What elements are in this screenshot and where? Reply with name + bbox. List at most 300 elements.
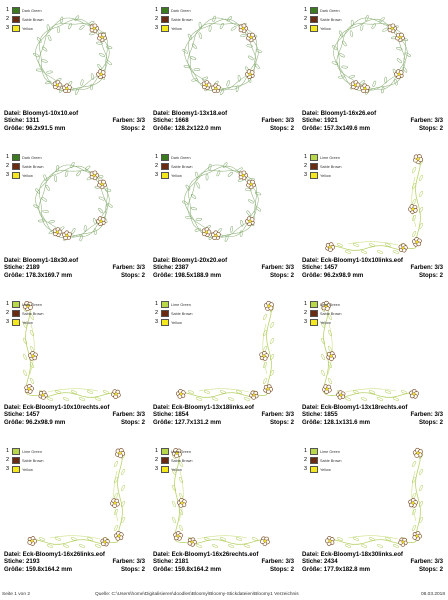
thread-name: Yellow: [320, 27, 331, 31]
flower-motif: [412, 237, 421, 246]
flower-motif: [98, 33, 107, 42]
stitch-label: Stiche:: [302, 411, 323, 419]
flower-motif: [409, 498, 418, 507]
flower-motif: [410, 389, 419, 398]
thread-name: Lime Green: [22, 450, 42, 454]
thread-number: 2: [155, 457, 159, 463]
design-info: [302, 110, 443, 132]
size-label: Größe:: [302, 565, 322, 573]
colors-label: Farben:: [112, 264, 135, 272]
file-name: Bloomy1-13x18.eof: [171, 110, 228, 117]
thread-color-row: [6, 154, 66, 163]
flower-motif: [115, 448, 124, 457]
thread-color-row: [304, 163, 364, 172]
design-info: [4, 257, 145, 279]
stops-value: 2: [290, 124, 294, 132]
thread-swatch: [12, 154, 20, 161]
thread-color-row: [155, 172, 215, 181]
stops-value: 2: [141, 565, 145, 573]
design-card: [0, 147, 149, 294]
thread-name: Lime Green: [22, 303, 42, 307]
flower-motif: [239, 24, 248, 33]
thread-name: Sable Brown: [22, 312, 44, 316]
file-label: Datei:: [302, 110, 319, 117]
file-label: Datei:: [302, 551, 319, 558]
stops-value: 2: [290, 565, 294, 573]
colors-value: 3/3: [285, 264, 294, 272]
stitch-count: 1457: [324, 264, 338, 272]
flower-motif: [247, 180, 256, 189]
stops-label: Stops:: [269, 124, 289, 132]
stops-value: 2: [439, 418, 443, 426]
thread-number: 3: [155, 172, 159, 178]
thread-swatch: [161, 25, 169, 32]
stops-value: 2: [141, 124, 145, 132]
thread-name: Dark Green: [22, 9, 42, 13]
thread-number: 1: [155, 154, 159, 160]
file-label: Datei:: [4, 404, 21, 411]
page-number: Seite 1 von 2: [2, 592, 31, 597]
thread-swatch: [12, 25, 20, 32]
thread-name: Yellow: [22, 27, 33, 31]
thread-color-legend: [304, 301, 364, 328]
size-value: 177.9x182.8 mm: [323, 565, 371, 573]
thread-name: Yellow: [171, 321, 182, 325]
design-card: [298, 0, 447, 147]
file-label: Datei:: [4, 110, 21, 117]
stops-label: Stops:: [418, 565, 438, 573]
thread-swatch: [310, 448, 318, 455]
thread-name: Sable Brown: [171, 459, 193, 463]
thread-name: Lime Green: [320, 303, 340, 307]
thread-swatch: [12, 16, 20, 23]
thread-number: 2: [304, 16, 308, 22]
thread-color-row: [155, 448, 215, 457]
flower-motif: [28, 537, 37, 546]
flower-motif: [413, 448, 422, 457]
flower-motif: [211, 231, 220, 240]
file-name: Eck-Bloomy1-16x26links.eof: [22, 551, 105, 558]
size-value: 128.2x122.0 mm: [174, 124, 222, 132]
size-label: Größe:: [153, 124, 173, 132]
stops-value: 2: [439, 271, 443, 279]
flower-motif: [351, 81, 360, 90]
size-label: Größe:: [4, 565, 24, 573]
thread-name: Sable Brown: [320, 459, 342, 463]
thread-name: Yellow: [22, 174, 33, 178]
thread-number: 2: [304, 457, 308, 463]
thread-color-row: [155, 466, 215, 475]
design-info: [153, 110, 294, 132]
thread-swatch: [12, 319, 20, 326]
thread-number: 1: [304, 301, 308, 307]
thread-number: 3: [6, 172, 10, 178]
thread-swatch: [310, 466, 318, 473]
flower-motif: [408, 205, 417, 214]
thread-color-legend: [6, 154, 66, 181]
size-label: Größe:: [4, 271, 24, 279]
thread-color-row: [6, 172, 66, 181]
design-card: [149, 441, 298, 588]
thread-name: Dark Green: [320, 9, 340, 13]
file-name: Eck-Bloomy1-10x10rechts.eof: [22, 404, 110, 411]
stitch-count: 1311: [26, 117, 40, 125]
flower-motif: [62, 231, 71, 240]
stitch-count: 2181: [175, 558, 189, 566]
stitch-label: Stiche:: [153, 117, 174, 125]
thread-name: Yellow: [171, 468, 182, 472]
flower-motif: [388, 24, 397, 33]
stops-value: 2: [290, 418, 294, 426]
thread-color-row: [304, 16, 364, 25]
flower-motif: [114, 531, 123, 540]
thread-color-row: [155, 319, 215, 328]
thread-number: 2: [6, 16, 10, 22]
thread-swatch: [161, 319, 169, 326]
design-info: [302, 404, 443, 426]
thread-color-row: [6, 448, 66, 457]
flower-motif: [98, 180, 107, 189]
colors-value: 3/3: [136, 117, 145, 125]
thread-name: Sable Brown: [320, 312, 342, 316]
thread-swatch: [161, 16, 169, 23]
thread-swatch: [161, 448, 169, 455]
design-info: [302, 551, 443, 573]
size-value: 127.7x131.2 mm: [174, 418, 222, 426]
colors-label: Farben:: [410, 558, 433, 566]
design-card: [0, 294, 149, 441]
flower-motif: [53, 81, 62, 90]
thread-color-legend: [6, 301, 66, 328]
stitch-count: 2193: [26, 558, 40, 566]
thread-number: 3: [155, 25, 159, 31]
flower-motif: [250, 391, 259, 399]
design-info: [153, 551, 294, 573]
thread-number: 3: [155, 466, 159, 472]
thread-name: Yellow: [171, 27, 182, 31]
thread-swatch: [12, 466, 20, 473]
design-card: [298, 147, 447, 294]
thread-color-row: [6, 163, 66, 172]
stitch-label: Stiche:: [4, 264, 25, 272]
size-label: Größe:: [4, 124, 24, 132]
file-name: Bloomy1-18x30.eof: [22, 257, 79, 264]
design-card: [149, 294, 298, 441]
thread-color-row: [6, 457, 66, 466]
thread-number: 2: [155, 310, 159, 316]
flower-motif: [264, 301, 273, 310]
file-name: Eck-Bloomy1-10x10links.eof: [320, 257, 403, 264]
colors-value: 3/3: [136, 411, 145, 419]
stitch-count: 1855: [324, 411, 338, 419]
colors-value: 3/3: [285, 558, 294, 566]
design-info: [153, 257, 294, 279]
thread-swatch: [310, 301, 318, 308]
thread-swatch: [161, 301, 169, 308]
file-label: Datei:: [302, 404, 319, 411]
stitch-count: 2189: [26, 264, 40, 272]
colors-label: Farben:: [410, 117, 433, 125]
design-card: [0, 0, 149, 147]
thread-color-row: [6, 25, 66, 34]
thread-color-row: [304, 310, 364, 319]
thread-swatch: [161, 466, 169, 473]
size-value: 128.1x131.6 mm: [323, 418, 371, 426]
flower-motif: [90, 24, 99, 33]
stops-value: 2: [439, 124, 443, 132]
size-value: 96.2x98.9 mm: [25, 418, 66, 426]
colors-label: Farben:: [261, 264, 284, 272]
thread-swatch: [12, 7, 20, 14]
thread-swatch: [161, 7, 169, 14]
size-label: Größe:: [153, 271, 173, 279]
thread-number: 3: [6, 25, 10, 31]
thread-swatch: [12, 163, 20, 170]
thread-name: Sable Brown: [171, 312, 193, 316]
thread-color-legend: [155, 301, 215, 328]
thread-swatch: [12, 172, 20, 179]
flower-motif: [399, 538, 408, 546]
flower-motif: [326, 243, 335, 252]
thread-name: Lime Green: [171, 450, 191, 454]
thread-number: 2: [155, 163, 159, 169]
stitch-label: Stiche:: [302, 558, 323, 566]
design-card: [149, 147, 298, 294]
thread-color-legend: [6, 7, 66, 34]
design-card: [0, 441, 149, 588]
thread-color-legend: [155, 154, 215, 181]
flower-motif: [260, 351, 269, 360]
thread-swatch: [12, 310, 20, 317]
file-label: Datei:: [153, 404, 170, 411]
flower-motif: [260, 537, 269, 546]
stitch-label: Stiche:: [153, 264, 174, 272]
file-name: Eck-Bloomy1-13x18links.eof: [171, 404, 254, 411]
thread-number: 3: [6, 319, 10, 325]
thread-swatch: [12, 457, 20, 464]
stitch-label: Stiche:: [302, 264, 323, 272]
flower-motif: [90, 171, 99, 180]
design-card: [298, 441, 447, 588]
flower-motif: [325, 536, 334, 545]
stops-label: Stops:: [269, 271, 289, 279]
stitch-label: Stiche:: [302, 117, 323, 125]
thread-color-row: [304, 172, 364, 181]
design-info: [4, 551, 145, 573]
design-info: [4, 110, 145, 132]
colors-value: 3/3: [285, 117, 294, 125]
thread-name: Yellow: [320, 321, 331, 325]
thread-swatch: [161, 457, 169, 464]
thread-name: Sable Brown: [171, 18, 193, 22]
print-date: 08.03.2018: [420, 592, 445, 597]
size-label: Größe:: [302, 271, 322, 279]
stops-label: Stops:: [120, 124, 140, 132]
thread-name: Dark Green: [171, 156, 191, 160]
flower-motif: [188, 538, 196, 547]
thread-name: Lime Green: [320, 156, 340, 160]
flower-motif: [202, 228, 211, 237]
thread-color-row: [304, 448, 364, 457]
stops-label: Stops:: [120, 418, 140, 426]
size-value: 198.5x188.9 mm: [174, 271, 222, 279]
design-info: [4, 404, 145, 426]
stops-value: 2: [290, 271, 294, 279]
file-label: Datei:: [153, 110, 170, 117]
stitch-count: 1854: [175, 411, 189, 419]
thread-color-row: [155, 16, 215, 25]
file-name: Bloomy1-16x26.eof: [320, 110, 377, 117]
colors-value: 3/3: [434, 558, 443, 566]
flower-motif: [413, 155, 422, 164]
thread-color-row: [304, 301, 364, 310]
thread-color-row: [155, 163, 215, 172]
flower-motif: [264, 385, 273, 394]
thread-name: Sable Brown: [22, 165, 44, 169]
size-label: Größe:: [153, 418, 173, 426]
thread-swatch: [310, 457, 318, 464]
flower-motif: [110, 499, 119, 508]
thread-number: 1: [6, 154, 10, 160]
stitch-count: 1921: [324, 117, 338, 125]
colors-value: 3/3: [136, 558, 145, 566]
thread-color-row: [155, 25, 215, 34]
file-label: Datei:: [153, 551, 170, 558]
size-value: 157.3x149.6 mm: [323, 124, 371, 132]
thread-number: 2: [304, 310, 308, 316]
thread-color-row: [6, 16, 66, 25]
thread-name: Dark Green: [22, 156, 42, 160]
size-value: 96.2x98.9 mm: [323, 271, 364, 279]
thread-name: Yellow: [22, 321, 33, 325]
thread-swatch: [310, 319, 318, 326]
thread-color-row: [6, 7, 66, 16]
thread-number: 1: [6, 448, 10, 454]
flower-motif: [111, 390, 120, 399]
thread-color-legend: [304, 154, 364, 181]
file-label: Datei:: [302, 257, 319, 264]
flower-motif: [247, 33, 256, 42]
thread-number: 3: [304, 25, 308, 31]
stops-label: Stops:: [120, 565, 140, 573]
file-label: Datei:: [153, 257, 170, 264]
flower-motif: [177, 498, 186, 507]
source-path: Quelle: C:\Users\home\Digitalisieren\doodles\Bloomy\Bloomy-Stickdateien\Bloomy1 Verzeichnis: [95, 592, 299, 597]
stitch-count: 2387: [175, 264, 189, 272]
thread-number: 3: [304, 466, 308, 472]
size-value: 178.3x169.7 mm: [25, 271, 73, 279]
thread-number: 2: [304, 163, 308, 169]
flower-motif: [39, 391, 47, 399]
file-name: Eck-Bloomy1-18x30links.eof: [320, 551, 403, 558]
thread-number: 3: [6, 466, 10, 472]
stops-label: Stops:: [418, 124, 438, 132]
stitch-count: 1668: [175, 117, 189, 125]
design-info: [153, 404, 294, 426]
thread-number: 2: [6, 457, 10, 463]
thread-number: 3: [155, 319, 159, 325]
thread-number: 1: [304, 7, 308, 13]
thread-number: 2: [6, 163, 10, 169]
flower-motif: [176, 389, 185, 398]
thread-swatch: [12, 448, 20, 455]
colors-label: Farben:: [261, 558, 284, 566]
thread-swatch: [310, 16, 318, 23]
thread-swatch: [12, 301, 20, 308]
thread-color-row: [304, 319, 364, 328]
thread-number: 1: [155, 301, 159, 307]
page-footer: [0, 590, 448, 600]
thread-swatch: [161, 310, 169, 317]
thread-name: Yellow: [320, 468, 331, 472]
design-card: [298, 294, 447, 441]
flower-motif: [174, 531, 183, 540]
size-label: Größe:: [302, 124, 322, 132]
stops-label: Stops:: [120, 271, 140, 279]
thread-number: 2: [155, 16, 159, 22]
thread-color-row: [304, 25, 364, 34]
thread-color-row: [304, 7, 364, 16]
thread-name: Yellow: [320, 174, 331, 178]
flower-motif: [211, 84, 220, 93]
thread-number: 1: [6, 7, 10, 13]
size-label: Größe:: [4, 418, 24, 426]
stops-label: Stops:: [269, 418, 289, 426]
colors-value: 3/3: [285, 411, 294, 419]
thread-color-legend: [304, 7, 364, 34]
stops-value: 2: [141, 418, 145, 426]
thread-swatch: [310, 7, 318, 14]
thread-swatch: [161, 154, 169, 161]
size-value: 159.8x164.2 mm: [25, 565, 73, 573]
thread-color-row: [304, 457, 364, 466]
colors-label: Farben:: [261, 411, 284, 419]
file-name: Bloomy1-10x10.eof: [22, 110, 79, 117]
stops-label: Stops:: [418, 418, 438, 426]
flower-motif: [25, 384, 34, 393]
colors-value: 3/3: [434, 264, 443, 272]
stitch-label: Stiche:: [153, 558, 174, 566]
stitch-label: Stiche:: [153, 411, 174, 419]
thread-swatch: [161, 163, 169, 170]
flower-motif: [327, 352, 336, 361]
stops-value: 2: [141, 271, 145, 279]
thread-name: Lime Green: [171, 303, 191, 307]
thread-color-row: [304, 466, 364, 475]
thread-color-row: [155, 154, 215, 163]
stitch-label: Stiche:: [4, 411, 25, 419]
thread-name: Sable Brown: [171, 165, 193, 169]
file-name: Eck-Bloomy1-16x26rechts.eof: [171, 551, 259, 558]
thread-name: Yellow: [22, 468, 33, 472]
size-value: 159.8x164.2 mm: [174, 565, 222, 573]
size-value: 96.2x91.5 mm: [25, 124, 66, 132]
file-name: Bloomy1-20x20.eof: [171, 257, 228, 264]
thread-name: Yellow: [171, 174, 182, 178]
thread-color-row: [6, 301, 66, 310]
design-info: [302, 257, 443, 279]
thread-number: 2: [6, 310, 10, 316]
thread-swatch: [310, 25, 318, 32]
thread-swatch: [310, 163, 318, 170]
colors-label: Farben:: [410, 264, 433, 272]
thread-name: Dark Green: [171, 9, 191, 13]
thread-color-row: [155, 457, 215, 466]
colors-value: 3/3: [434, 411, 443, 419]
thread-name: Sable Brown: [22, 18, 44, 22]
thread-number: 3: [304, 172, 308, 178]
thread-name: Lime Green: [320, 450, 340, 454]
